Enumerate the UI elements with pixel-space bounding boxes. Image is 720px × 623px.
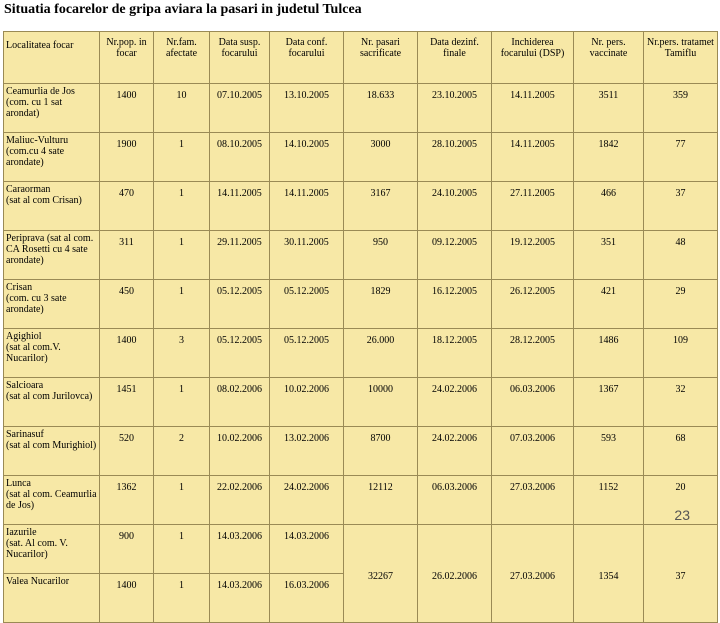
page-title: Situatia focarelor de gripa aviara la pasari in judetul Tulcea <box>4 2 362 17</box>
cell-families: 1 <box>154 476 210 525</box>
cell-vaccinated: 1152 <box>574 476 644 525</box>
header-cell-tamiflu: Nr.pers. tratamet Tamiflu <box>644 32 718 84</box>
cell-families: 3 <box>154 329 210 378</box>
cell-families: 1 <box>154 280 210 329</box>
cell-suspicion-date: 08.02.2006 <box>210 378 270 427</box>
cell-confirmation-date: 14.10.2005 <box>270 133 344 182</box>
header-cell-families: Nr.fam. afectate <box>154 32 210 84</box>
cell-families: 2 <box>154 427 210 476</box>
cell-outbreak-closing: 26.12.2005 <box>492 280 574 329</box>
cell-population: 470 <box>100 182 154 231</box>
cell-suspicion-date: 07.10.2005 <box>210 84 270 133</box>
cell-confirmation-date: 05.12.2005 <box>270 280 344 329</box>
locality-name: Maliuc-Vulturu <box>6 135 69 146</box>
locality-note: (com. cu 3 sate arondate) <box>6 293 67 315</box>
table-row <box>4 280 718 329</box>
cell-confirmation-date: 10.02.2006 <box>270 378 344 427</box>
cell-suspicion-date: 22.02.2006 <box>210 476 270 525</box>
cell-families: 1 <box>154 574 210 623</box>
cell-population: 900 <box>100 525 154 574</box>
cell-suspicion-date: 14.03.2006 <box>210 574 270 623</box>
cell-final-disinfection: 23.10.2005 <box>418 84 492 133</box>
cell-birds-culled: 3000 <box>344 133 418 182</box>
cell-locality <box>4 84 100 133</box>
table-row <box>4 525 718 574</box>
cell-families: 1 <box>154 133 210 182</box>
locality-note: (sat. Al com. V. Nucarilor) <box>6 538 68 560</box>
table-row <box>4 378 718 427</box>
cell-tamiflu: 37 <box>644 182 718 231</box>
table-header-row <box>4 32 718 84</box>
cell-outbreak-closing: 14.11.2005 <box>492 84 574 133</box>
locality-note: (sat al com.V. Nucarilor) <box>6 342 61 364</box>
cell-vaccinated: 3511 <box>574 84 644 133</box>
cell-tamiflu: 32 <box>644 378 718 427</box>
header-cell-confirmation-date: Data conf. focarului <box>270 32 344 84</box>
locality-name: Ceamurlia de Jos <box>6 86 75 97</box>
cell-tamiflu: 68 <box>644 427 718 476</box>
locality-name: Lunca <box>6 478 31 489</box>
cell-population: 1400 <box>100 329 154 378</box>
locality-note: (sat al com Jurilovca) <box>6 391 93 402</box>
cell-locality <box>4 476 100 525</box>
cell-outbreak-closing: 27.03.2006 <box>492 476 574 525</box>
locality-name: Salcioara <box>6 380 44 391</box>
locality-note: (sat al com Murighiol) <box>6 440 97 451</box>
cell-locality <box>4 427 100 476</box>
cell-vaccinated: 351 <box>574 231 644 280</box>
locality-name: Valea Nucarilor <box>6 576 70 587</box>
cell-vaccinated: 1842 <box>574 133 644 182</box>
header-cell-birds-culled: Nr. pasari sacrificate <box>344 32 418 84</box>
cell-confirmation-date: 16.03.2006 <box>270 574 344 623</box>
table-row <box>4 231 718 280</box>
cell-population: 1900 <box>100 133 154 182</box>
cell-outbreak-closing: 19.12.2005 <box>492 231 574 280</box>
table-row <box>4 476 718 525</box>
cell-vaccinated: 466 <box>574 182 644 231</box>
cell-final-disinfection: 09.12.2005 <box>418 231 492 280</box>
cell-population: 1451 <box>100 378 154 427</box>
locality-note: (com. cu 1 sat arondat) <box>6 97 63 119</box>
cell-population: 1400 <box>100 84 154 133</box>
cell-final-disinfection: 24.10.2005 <box>418 182 492 231</box>
cell-confirmation-date: 05.12.2005 <box>270 329 344 378</box>
locality-name: Periprava <box>6 233 45 244</box>
cell-birds-culled: 1829 <box>344 280 418 329</box>
cell-locality <box>4 280 100 329</box>
cell-families: 1 <box>154 378 210 427</box>
header-cell-locality: Localitatea focar <box>4 32 100 84</box>
locality-note: (sat al com Crisan) <box>6 195 82 206</box>
cell-final-disinfection: 28.10.2005 <box>418 133 492 182</box>
outbreak-table-container <box>3 31 717 623</box>
cell-suspicion-date: 05.12.2005 <box>210 329 270 378</box>
cell-final-disinfection: 18.12.2005 <box>418 329 492 378</box>
cell-suspicion-date: 14.11.2005 <box>210 182 270 231</box>
cell-birds-culled: 12112 <box>344 476 418 525</box>
cell-outbreak-closing-merged: 27.03.2006 <box>492 525 574 623</box>
cell-families: 10 <box>154 84 210 133</box>
cell-vaccinated-merged: 1354 <box>574 525 644 623</box>
cell-birds-culled: 10000 <box>344 378 418 427</box>
locality-name: Iazurile <box>6 527 37 538</box>
cell-families: 1 <box>154 182 210 231</box>
cell-final-disinfection: 06.03.2006 <box>418 476 492 525</box>
cell-final-disinfection-merged: 26.02.2006 <box>418 525 492 623</box>
table-row <box>4 329 718 378</box>
cell-locality <box>4 133 100 182</box>
cell-birds-culled: 950 <box>344 231 418 280</box>
cell-population: 450 <box>100 280 154 329</box>
cell-confirmation-date: 14.11.2005 <box>270 182 344 231</box>
cell-population: 1362 <box>100 476 154 525</box>
table-row <box>4 182 718 231</box>
cell-locality <box>4 231 100 280</box>
table-row <box>4 427 718 476</box>
cell-vaccinated: 421 <box>574 280 644 329</box>
locality-name: Crisan <box>6 282 33 293</box>
cell-suspicion-date: 05.12.2005 <box>210 280 270 329</box>
cell-locality <box>4 525 100 574</box>
cell-vaccinated: 1486 <box>574 329 644 378</box>
cell-confirmation-date: 13.02.2006 <box>270 427 344 476</box>
cell-population: 520 <box>100 427 154 476</box>
cell-tamiflu: 109 <box>644 329 718 378</box>
cell-tamiflu: 359 <box>644 84 718 133</box>
cell-population: 311 <box>100 231 154 280</box>
cell-confirmation-date: 14.03.2006 <box>270 525 344 574</box>
cell-locality <box>4 182 100 231</box>
cell-confirmation-date: 24.02.2006 <box>270 476 344 525</box>
cell-locality <box>4 329 100 378</box>
locality-name: Sarinasuf <box>6 429 44 440</box>
cell-final-disinfection: 24.02.2006 <box>418 378 492 427</box>
header-cell-final-disinfection: Data dezinf. finale <box>418 32 492 84</box>
cell-birds-culled: 26.000 <box>344 329 418 378</box>
header-cell-outbreak-closing: Inchiderea focarului (DSP) <box>492 32 574 84</box>
cell-families: 1 <box>154 231 210 280</box>
table-row <box>4 133 718 182</box>
cell-locality <box>4 574 100 623</box>
table-row <box>4 84 718 133</box>
cell-tamiflu: 48 <box>644 231 718 280</box>
locality-name: Agighiol <box>6 331 42 342</box>
cell-outbreak-closing: 27.11.2005 <box>492 182 574 231</box>
cell-tamiflu: 29 <box>644 280 718 329</box>
cell-tamiflu-merged: 37 <box>644 525 718 623</box>
cell-suspicion-date: 10.02.2006 <box>210 427 270 476</box>
cell-final-disinfection: 16.12.2005 <box>418 280 492 329</box>
cell-tamiflu: 77 <box>644 133 718 182</box>
cell-vaccinated: 1367 <box>574 378 644 427</box>
cell-confirmation-date: 30.11.2005 <box>270 231 344 280</box>
locality-note: (com.cu 4 sate arondate) <box>6 146 65 168</box>
header-cell-population: Nr.pop. in focar <box>100 32 154 84</box>
cell-outbreak-closing: 07.03.2006 <box>492 427 574 476</box>
cell-suspicion-date: 29.11.2005 <box>210 231 270 280</box>
cell-confirmation-date: 13.10.2005 <box>270 84 344 133</box>
header-cell-suspicion-date: Data susp. focarului <box>210 32 270 84</box>
cell-outbreak-closing: 14.11.2005 <box>492 133 574 182</box>
cell-tamiflu: 20 <box>644 476 718 525</box>
cell-final-disinfection: 24.02.2006 <box>418 427 492 476</box>
cell-birds-culled: 3167 <box>344 182 418 231</box>
locality-note: (sat al com. CA Rosetti cu 4 sate arondate) <box>6 233 94 266</box>
cell-birds-culled: 8700 <box>344 427 418 476</box>
cell-population: 1400 <box>100 574 154 623</box>
header-cell-vaccinated: Nr. pers. vaccinate <box>574 32 644 84</box>
locality-name: Caraorman <box>6 184 51 195</box>
cell-suspicion-date: 14.03.2006 <box>210 525 270 574</box>
cell-suspicion-date: 08.10.2005 <box>210 133 270 182</box>
cell-outbreak-closing: 28.12.2005 <box>492 329 574 378</box>
cell-families: 1 <box>154 525 210 574</box>
cell-birds-culled: 18.633 <box>344 84 418 133</box>
locality-note: (sat al com. Ceamurlia de Jos) <box>6 489 97 511</box>
cell-locality <box>4 378 100 427</box>
outbreak-table <box>3 31 718 623</box>
cell-outbreak-closing: 06.03.2006 <box>492 378 574 427</box>
page-number: 23 <box>674 507 690 523</box>
cell-birds-culled-merged: 32267 <box>344 525 418 623</box>
cell-vaccinated: 593 <box>574 427 644 476</box>
